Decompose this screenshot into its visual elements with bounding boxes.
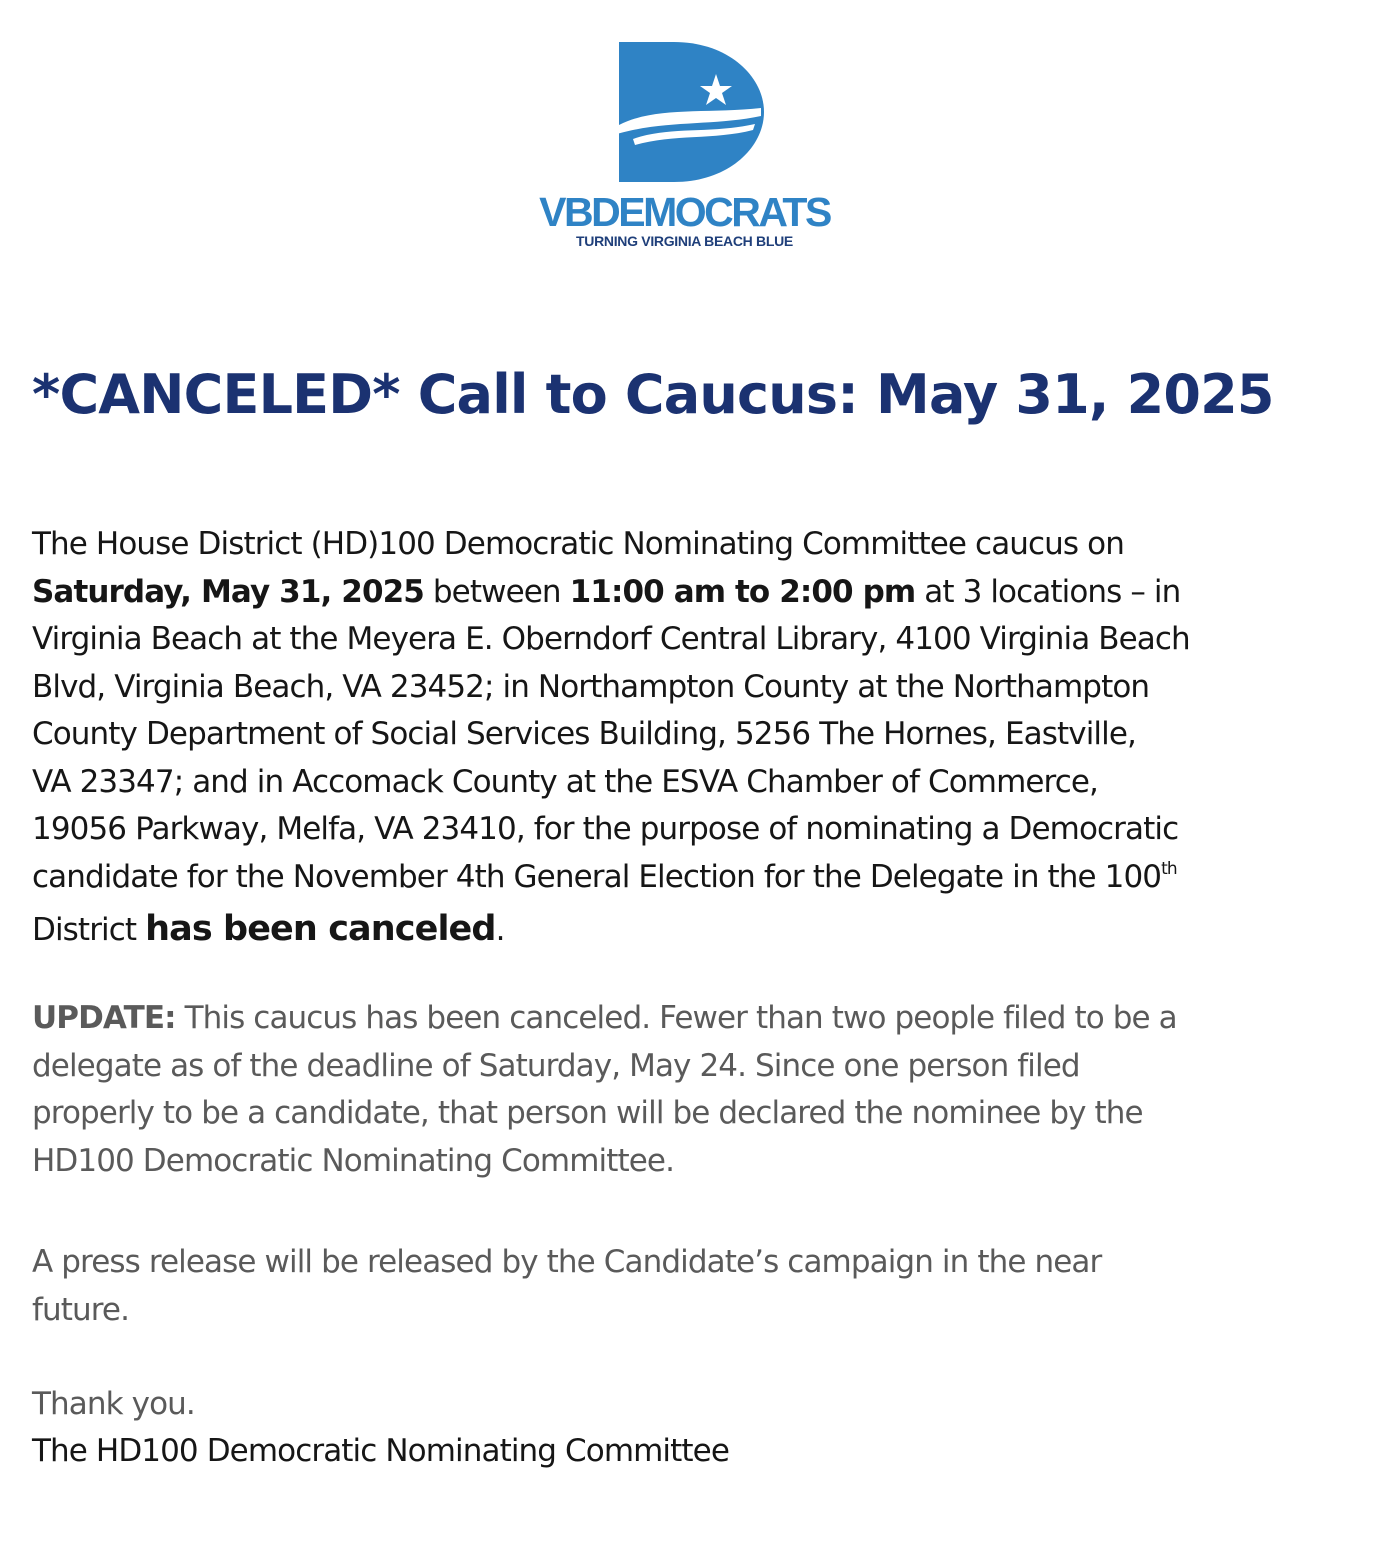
update-line-1 bbox=[32, 995, 1177, 1043]
update-paragraph bbox=[32, 995, 1177, 1185]
announcement-text: District bbox=[32, 912, 146, 948]
update-line-4: HD100 Democratic Nominating Committee. bbox=[32, 1142, 675, 1179]
announcement-text: between bbox=[423, 573, 570, 610]
announcement-text: . bbox=[495, 912, 505, 948]
press-line-2: future. bbox=[32, 1291, 130, 1328]
page-title: *CANCELED* Call to Caucus: May 31, 2025 bbox=[32, 363, 1274, 426]
announcement-line-8 bbox=[32, 854, 1190, 902]
announcement-paragraph bbox=[32, 521, 1190, 958]
update-line-3: properly to be a candidate, that person will be declared the nominee by the bbox=[32, 1095, 1143, 1131]
announcement-line-7: 19056 Parkway, Melfa, VA 23410, for the purpose of nominating a Democratic bbox=[32, 811, 1179, 847]
announcement-line-4: Blvd, Virginia Beach, VA 23452; in Northampton County at the Northampton bbox=[32, 668, 1150, 705]
signature-line: The HD100 Democratic Nominating Committee bbox=[32, 1433, 730, 1469]
update-text: This caucus has been canceled. Fewer than two people filed to be a bbox=[175, 1000, 1177, 1036]
announcement-line-6: VA 23347; and in Accomack County at the ESVA Chamber of Commerce, bbox=[32, 763, 1098, 800]
update-line-2: delegate as of the deadline of Saturday, May 24. Since one person filed bbox=[32, 1047, 1080, 1084]
update-label: UPDATE: bbox=[32, 1000, 176, 1036]
vb-democrats-logo bbox=[537, 40, 832, 255]
announcement-line-3: Virginia Beach at the Meyera E. Oberndorf Central Library, 4100 Virginia Beach bbox=[32, 621, 1190, 657]
ordinal-suffix: th bbox=[1161, 858, 1177, 879]
democrat-d-star-icon bbox=[619, 42, 764, 182]
signature bbox=[32, 1428, 729, 1476]
thank-you-text bbox=[32, 1381, 195, 1429]
press-release-paragraph bbox=[32, 1239, 1101, 1334]
thank-you-line: Thank you. bbox=[32, 1386, 195, 1422]
announcement-text: at 3 locations – in bbox=[915, 573, 1181, 610]
announcement-line-5: County Department of Social Services Building, 5256 The Hornes, Eastville, bbox=[32, 716, 1136, 752]
caucus-date: Saturday, May 31, 2025 bbox=[32, 573, 424, 610]
caucus-time: 11:00 am to 2:00 pm bbox=[569, 573, 916, 610]
announcement-line-2 bbox=[32, 569, 1190, 617]
canceled-notice: has been canceled bbox=[145, 909, 496, 949]
announcement-text: candidate for the November 4th General Election for the Delegate in the 100 bbox=[32, 858, 1162, 895]
announcement-line-1: The House District (HD)100 Democratic Nominating Committee caucus on bbox=[32, 526, 1124, 562]
logo-tagline: TURNING VIRGINIA BEACH BLUE bbox=[576, 233, 793, 249]
logo-wordmark: VBDEMOCRATS bbox=[539, 189, 830, 235]
announcement-line-9 bbox=[32, 901, 1190, 958]
press-line-1: A press release will be released by the Candidate’s campaign in the near bbox=[32, 1244, 1102, 1280]
